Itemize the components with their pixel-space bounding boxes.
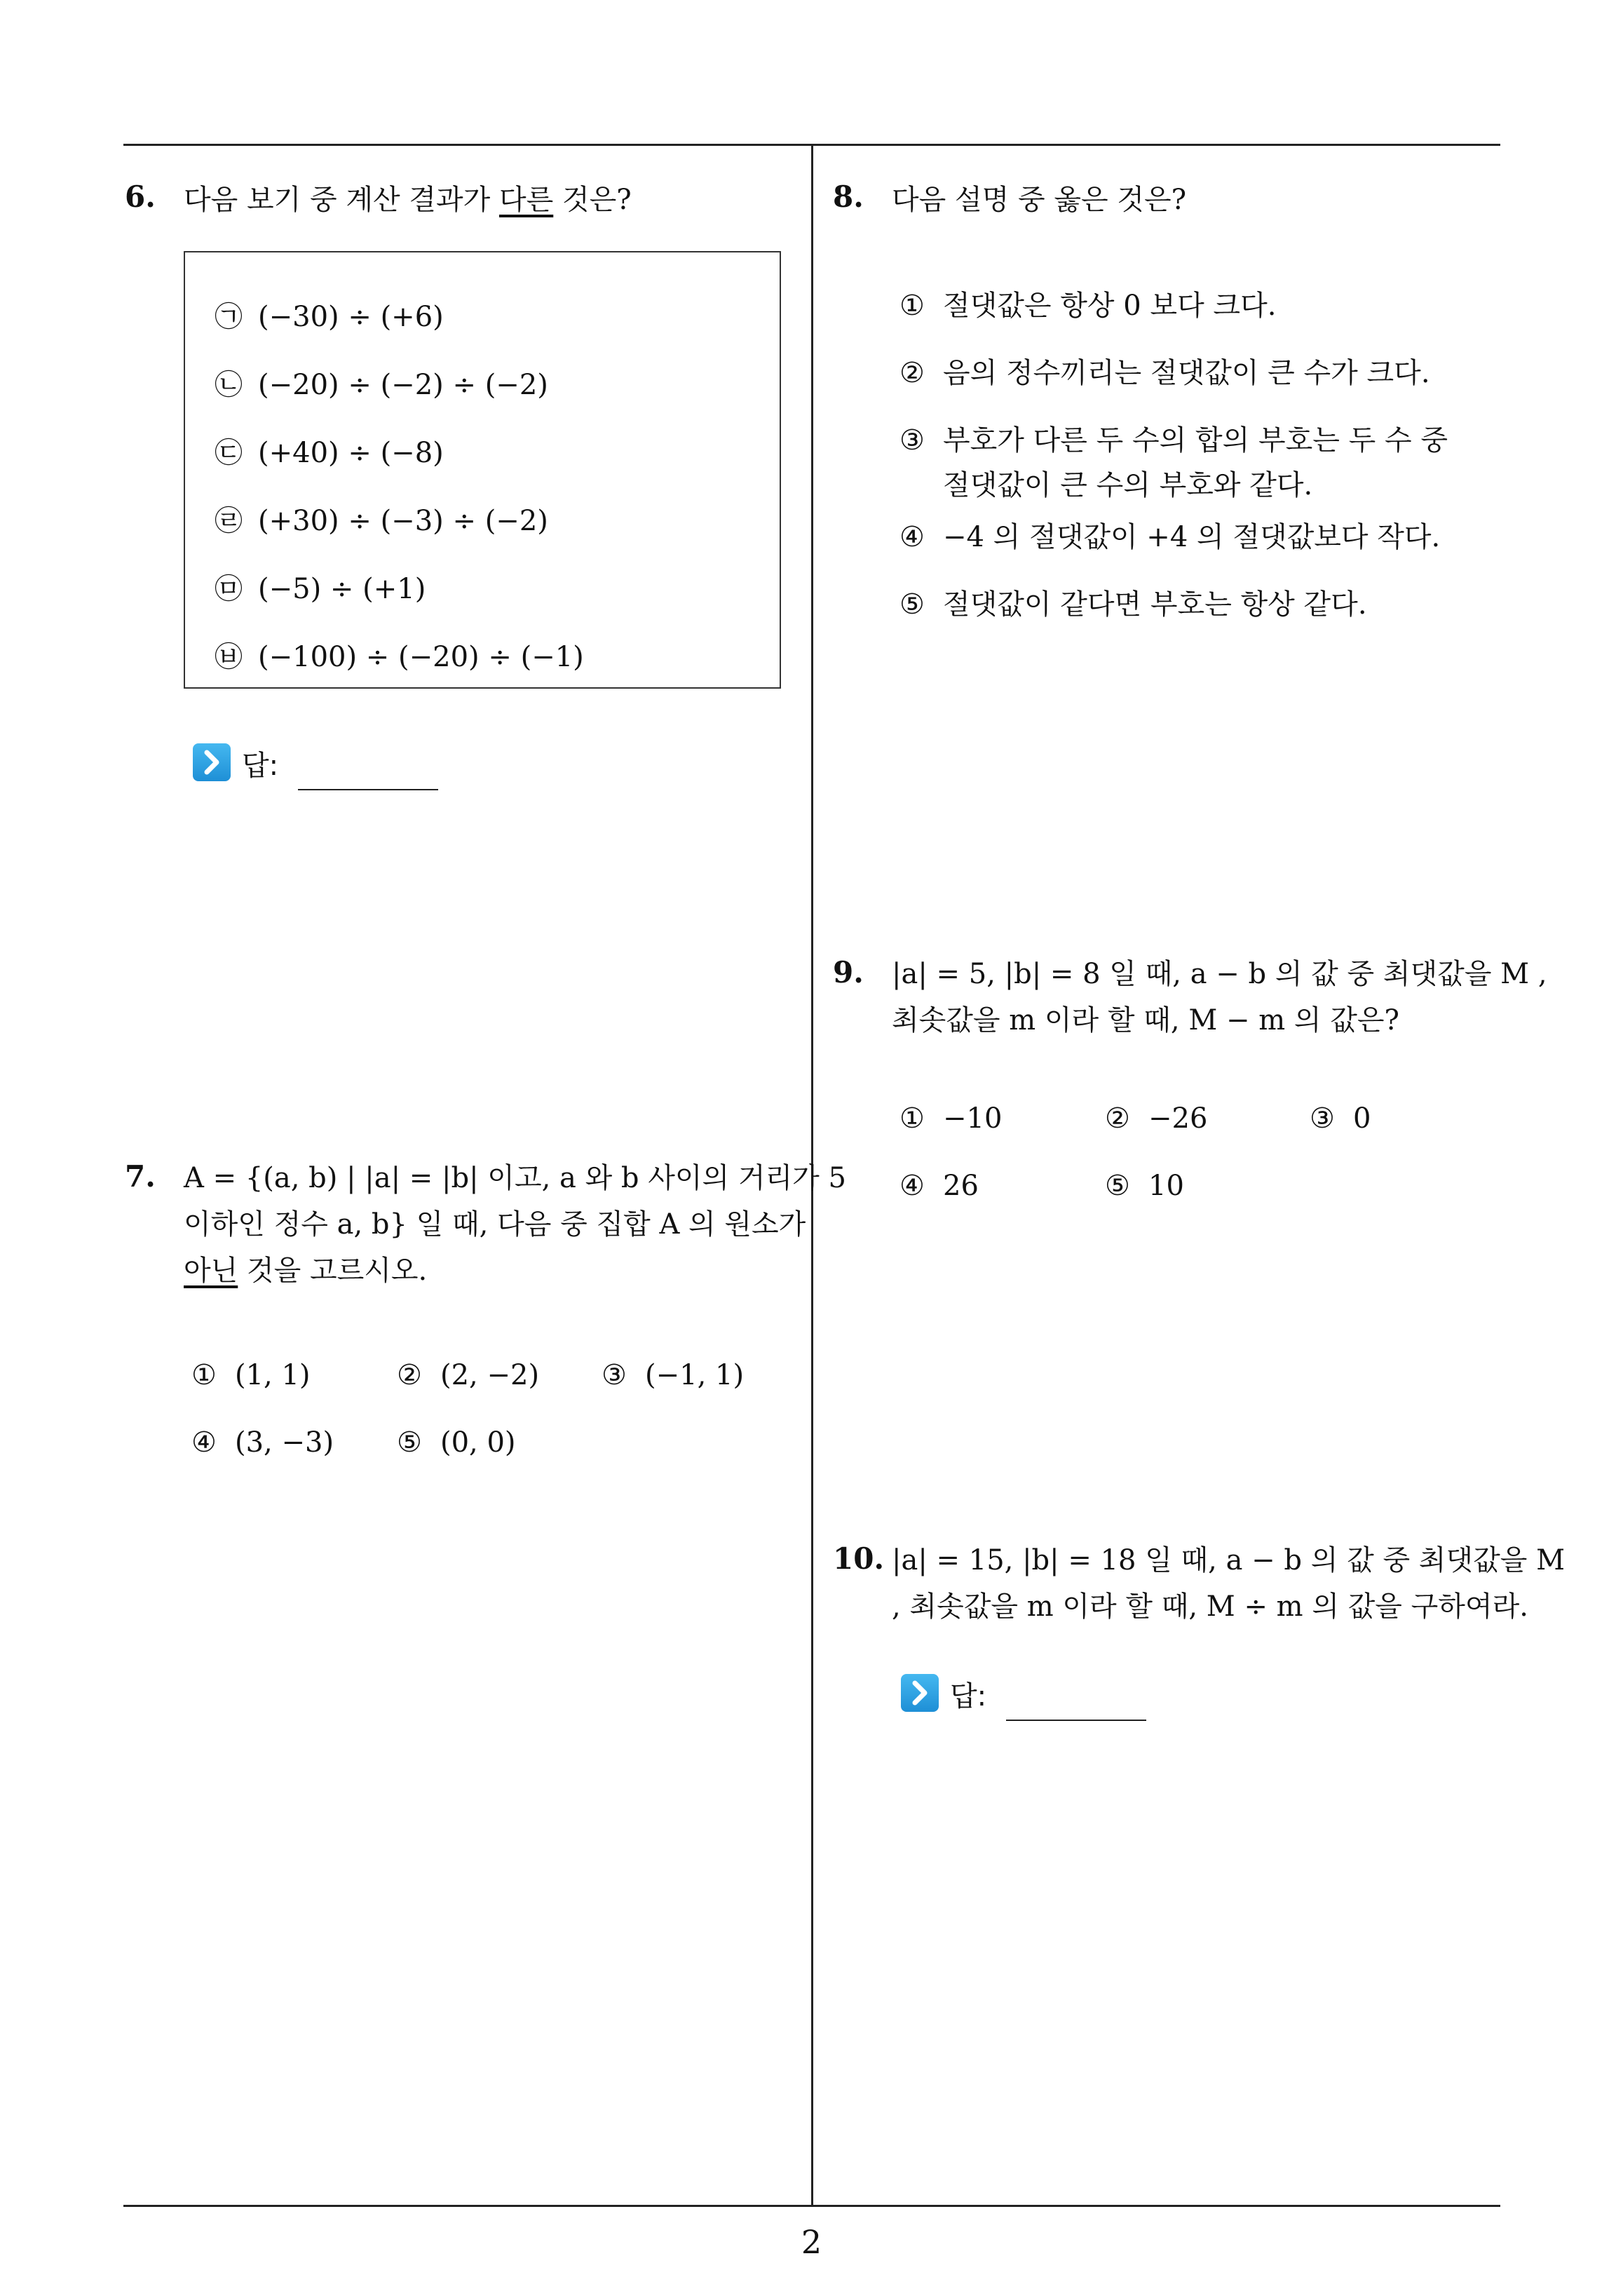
example-item xyxy=(215,295,444,335)
question-number: 7. xyxy=(125,1159,156,1194)
choice-text: 10 xyxy=(1148,1170,1184,1202)
question-line: A = {(a, b) | |a| = |b| 이고, a 와 b 사이의 거리가 5 xyxy=(184,1162,846,1194)
question-prompt xyxy=(184,177,632,223)
item-marker: ㉥ xyxy=(215,641,243,673)
chevron-right-icon xyxy=(193,743,231,781)
choice-3-continued: 절댓값이 큰 수의 부호와 같다. xyxy=(943,469,1313,501)
choice-text: 음의 정수끼리는 절댓값이 큰 수가 크다. xyxy=(943,357,1430,389)
choice-1[interactable] xyxy=(191,1359,311,1391)
choice-marker: ① xyxy=(899,1102,925,1135)
question-number: 6. xyxy=(125,180,156,214)
choice-text: 0 xyxy=(1353,1102,1371,1135)
question-number: 10. xyxy=(833,1541,885,1576)
item-marker: ㉤ xyxy=(215,573,243,605)
choice-5[interactable] xyxy=(899,582,1367,622)
question-line: , 최솟값을 m 이라 할 때, M ÷ m 의 값을 구하여라. xyxy=(892,1591,1528,1623)
example-item xyxy=(215,363,548,403)
item-expression: (+30) ÷ (−3) ÷ (−2) xyxy=(258,505,548,537)
choice-4[interactable] xyxy=(191,1426,334,1459)
choice-text: (2, −2) xyxy=(440,1359,540,1391)
question-line: |a| = 5, |b| = 8 일 때, a − b 의 값 중 최댓값을 M , xyxy=(892,958,1547,990)
choice-marker: ② xyxy=(1105,1102,1130,1135)
choice-text: (0, 0) xyxy=(440,1426,516,1459)
bottom-rule xyxy=(123,2205,1500,2207)
item-marker: ㉢ xyxy=(215,437,243,469)
choice-marker: ④ xyxy=(191,1426,217,1459)
chevron-right-icon xyxy=(901,1674,939,1712)
prompt-text: 것은? xyxy=(553,184,632,216)
answer-blank[interactable] xyxy=(298,789,438,790)
choice-5[interactable] xyxy=(397,1426,516,1459)
choice-text: (−1, 1) xyxy=(645,1359,745,1391)
item-marker: ㉣ xyxy=(215,505,243,537)
choice-marker: ⑤ xyxy=(899,588,925,621)
choice-text: 부호가 다른 두 수의 합의 부호는 두 수 중 xyxy=(943,424,1448,457)
choice-text: 절댓값은 항상 0 보다 크다. xyxy=(943,290,1277,322)
answer-blank[interactable] xyxy=(1006,1720,1146,1721)
choice-2[interactable] xyxy=(397,1359,539,1391)
choice-3[interactable] xyxy=(1310,1102,1371,1135)
page-number: 2 xyxy=(801,2223,822,2261)
choice-marker: ③ xyxy=(602,1359,627,1391)
item-expression: (−30) ÷ (+6) xyxy=(258,301,444,333)
choice-text: 26 xyxy=(943,1170,979,1202)
item-expression: (−20) ÷ (−2) ÷ (−2) xyxy=(258,369,548,401)
example-item xyxy=(215,431,444,471)
prompt-emphasis: 다른 xyxy=(498,184,554,216)
example-item xyxy=(215,567,426,607)
question-line: 이하인 정수 a, b} 일 때, 다음 중 집합 A 의 원소가 xyxy=(184,1208,806,1241)
item-marker: ㉠ xyxy=(215,301,243,333)
choice-text: (1, 1) xyxy=(235,1359,311,1391)
choice-4[interactable] xyxy=(899,515,1440,555)
prompt-emphasis: 아닌 xyxy=(184,1255,238,1287)
choice-2[interactable] xyxy=(899,351,1430,391)
answer-label: 답: xyxy=(242,750,279,782)
choice-text: −26 xyxy=(1148,1102,1208,1135)
choice-marker: ④ xyxy=(899,1170,925,1202)
prompt-text: 것을 고르시오. xyxy=(238,1255,428,1287)
question-line xyxy=(184,1248,427,1294)
answer-label: 답: xyxy=(950,1680,987,1713)
choice-2[interactable] xyxy=(1105,1102,1207,1135)
item-expression: (+40) ÷ (−8) xyxy=(258,437,444,469)
example-item xyxy=(215,635,584,675)
choice-marker: ① xyxy=(899,290,925,322)
choice-4[interactable] xyxy=(899,1170,979,1202)
choice-marker: ⑤ xyxy=(1105,1170,1130,1202)
choice-text: (3, −3) xyxy=(235,1426,334,1459)
choice-1[interactable] xyxy=(899,283,1276,323)
choice-marker: ⑤ xyxy=(397,1426,422,1459)
choice-text: −4 의 절댓값이 +4 의 절댓값보다 작다. xyxy=(943,521,1441,553)
choice-text: 절댓값이 같다면 부호는 항상 같다. xyxy=(943,588,1367,621)
example-box xyxy=(184,251,781,689)
question-number: 8. xyxy=(833,180,864,214)
choice-3[interactable] xyxy=(602,1359,744,1391)
question-number: 9. xyxy=(833,955,864,990)
choice-marker: ④ xyxy=(899,521,925,553)
choice-5[interactable] xyxy=(1105,1170,1184,1202)
question-line: |a| = 15, |b| = 18 일 때, a − b 의 값 중 최댓값을 M xyxy=(892,1544,1566,1576)
choice-3[interactable] xyxy=(899,418,1448,458)
choice-marker: ② xyxy=(397,1359,422,1391)
choice-marker: ① xyxy=(191,1359,217,1391)
question-line: 최솟값을 m 이라 할 때, M − m 의 값은? xyxy=(892,1004,1399,1036)
choice-text: −10 xyxy=(943,1102,1003,1135)
prompt-text: 다음 보기 중 계산 결과가 xyxy=(184,184,499,216)
choice-marker: ③ xyxy=(1310,1102,1335,1135)
item-expression: (−5) ÷ (+1) xyxy=(258,573,426,605)
choice-1[interactable] xyxy=(899,1102,1002,1135)
choice-marker: ② xyxy=(899,357,925,389)
choice-marker: ③ xyxy=(899,424,925,457)
question-prompt: 다음 설명 중 옳은 것은? xyxy=(892,184,1187,216)
item-expression: (−100) ÷ (−20) ÷ (−1) xyxy=(258,641,584,673)
item-marker: ㉡ xyxy=(215,369,243,401)
example-item xyxy=(215,499,548,539)
